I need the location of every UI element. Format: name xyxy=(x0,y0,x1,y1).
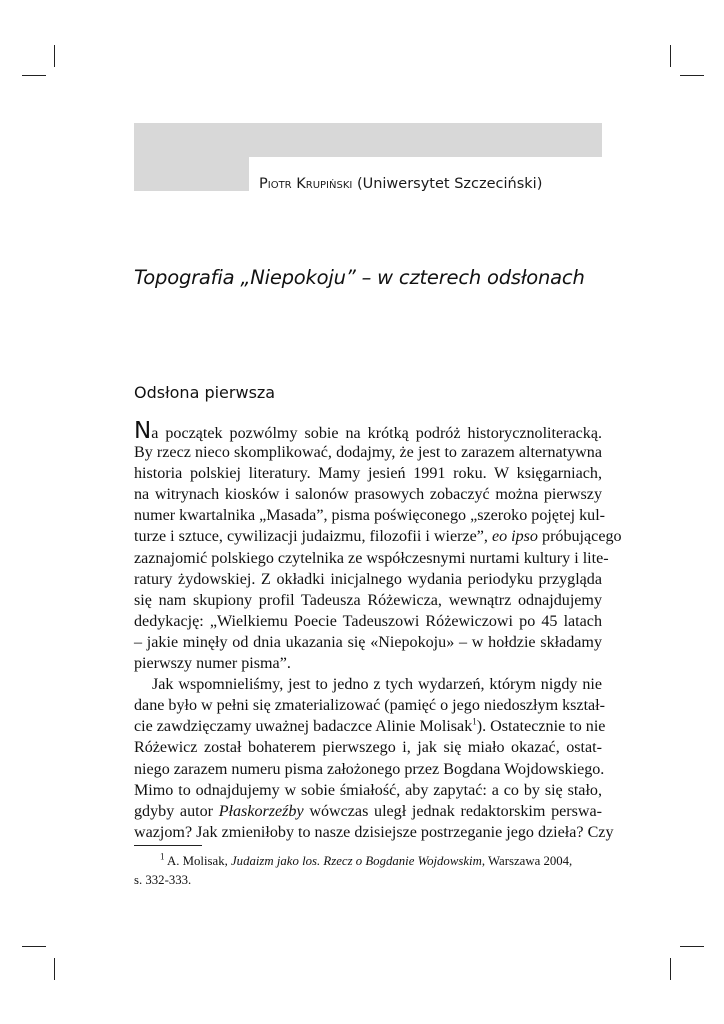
author-first-name: Piotr xyxy=(259,176,292,192)
text-line: ratury żydowskiej. Z okładki inicjalnego wydania periodyku przygląda xyxy=(134,570,602,588)
text-line: By rzecz nieco skomplikować, dodajmy, że jest to zarazem alternatywna xyxy=(134,444,602,462)
text-line: dedykację: „Wielkiemu Poecie Tadeuszowi Różewiczowi po 45 latach xyxy=(134,612,602,630)
italic-phrase: Płaskorzeźby xyxy=(218,802,304,820)
drop-cap: N xyxy=(134,418,152,444)
text-line: Jak wspomnieliśmy, jest to jedno z tych wydarzeń, którym nigdy nie xyxy=(152,676,602,694)
author-affiliation: (Uniwersytet Szczeciński) xyxy=(356,176,543,192)
text-line: – jakie minęły od dnia ukazania się «Niepokoju» – w hołdzie składamy xyxy=(134,633,602,651)
header-band-block xyxy=(134,157,249,191)
text-line: wazjom? Jak zmieniłoby to nasze dzisiejsze postrzeganie jego dzieła? Czy xyxy=(134,823,614,841)
crop-mark xyxy=(22,946,46,947)
footnote-title: Judaizm jako los. Rzecz o Bogdanie Wojdowskim xyxy=(231,854,482,868)
footnote-separator xyxy=(134,845,202,846)
footnote-ref: 1 xyxy=(472,716,477,727)
text-line: Różewicz został bohaterem pierwszego i, jak się miało okazać, ostat- xyxy=(134,739,602,757)
crop-mark xyxy=(680,75,704,76)
text-line: niego zarazem numeru pisma założonego przez Bogdana Wojdowskiego. xyxy=(134,760,605,778)
crop-mark xyxy=(22,75,46,76)
header-band xyxy=(134,123,602,157)
text-line: się nam skupiony profil Tadeusza Różewicza, wewnątrz odnajdujemy xyxy=(134,591,602,609)
text-line: dane było w pełni się zmaterializować (pamięć o jego niedoszłym kształ- xyxy=(134,697,606,715)
footnote-line: $^1$ A. Molisak, Judaizm jako los. Rzecz o Bogdanie Wojdowskim, Warszawa 2004, xyxy=(160,851,573,868)
text-line: gdyby autor Płaskorzeźby wówczas uległ jednak redaktorskim perswa- xyxy=(134,802,603,820)
text-line: numer kwartalnika „Masada”, pisma poświęconego „szeroko pojętej kul- xyxy=(134,507,606,525)
italic-phrase: eo ipso xyxy=(491,528,538,546)
text-line: Mimo to odnajdujemy w sobie śmiałość, aby zapytać: a co by się stało, xyxy=(134,781,602,799)
crop-mark xyxy=(680,946,704,947)
text-line: zaznajomić polskiego czytelnika ze współczesnymi nurtami kultury i lite- xyxy=(134,549,609,567)
crop-mark xyxy=(670,45,671,67)
author-last-name: Krupiński xyxy=(296,176,353,192)
text-line: turze i sztuce, cywilizacji judaizmu, filozofii i wierze”, eo ipso próbującego xyxy=(134,528,622,546)
footnote-line: s. 332-333. xyxy=(134,873,192,887)
footnote-number: 1 xyxy=(160,851,165,862)
article-title: Topografia „Niepokoju” – w czterech odsłonach xyxy=(134,266,585,289)
footnote xyxy=(134,852,602,890)
text-line: na witrynach kiosków i salonów prasowych zobaczyć można pierwszy xyxy=(134,486,602,504)
crop-mark xyxy=(670,958,671,980)
text-line: pierwszy numer pisma”. xyxy=(134,655,291,673)
section-heading: Odsłona pierwsza xyxy=(134,383,276,402)
text-line: historia polskiej literatury. Mamy jesień 1991 roku. W księgarniach, xyxy=(134,465,602,483)
body-text xyxy=(134,418,622,843)
text-line: Na początek pozwólmy sobie na krótką podróż historycznoliteracką. xyxy=(134,418,602,444)
crop-mark xyxy=(54,45,55,67)
crop-mark xyxy=(54,958,55,980)
author-line xyxy=(259,176,542,192)
text-line: cie zawdzięczamy uważnej badaczce Alinie Molisak$^1$). Ostatecznie to nie xyxy=(134,716,606,736)
